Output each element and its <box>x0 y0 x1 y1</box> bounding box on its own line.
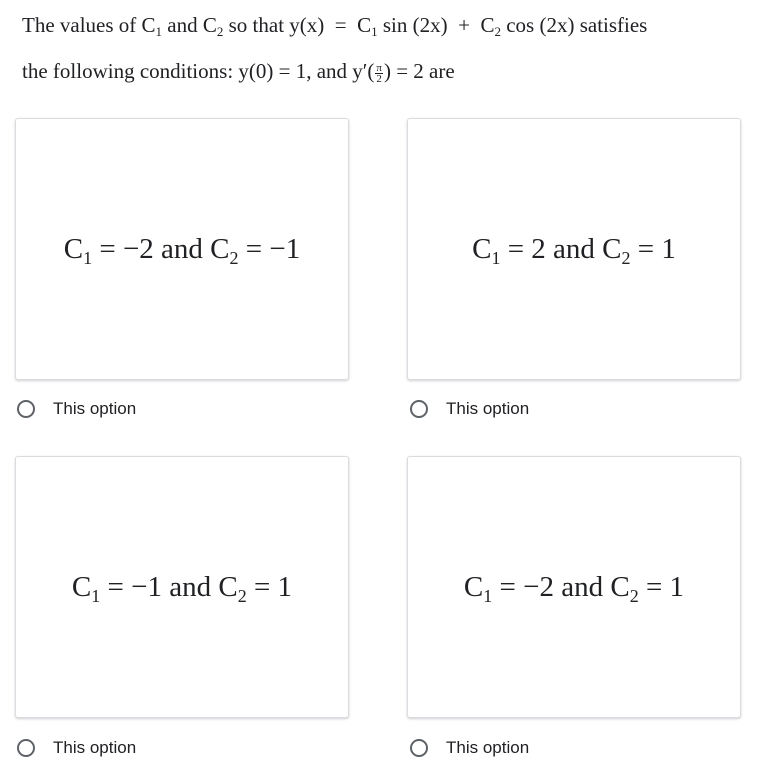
option-1-math: $C_1 = -2$ and $C_2 = -1$ <box>63 232 301 268</box>
option-card-4[interactable] <box>407 456 741 718</box>
option-4-label: This option <box>446 738 530 757</box>
option-card-3[interactable] <box>15 456 349 718</box>
question-line-2: the following conditions: y(0) = 1, and y′( $\frac{\pi}{2}$ ) = 2 are <box>22 59 455 85</box>
option-card-1[interactable] <box>15 118 349 380</box>
option-2-label: This option <box>446 399 530 418</box>
option-1-label: This option <box>53 399 137 418</box>
pi-over-two-fraction: $\frac{\pi}{2}$ <box>376 61 382 85</box>
option-1-radio[interactable] <box>17 400 35 418</box>
option-3-label: This option <box>53 738 137 757</box>
option-4-radio[interactable] <box>410 739 428 757</box>
option-3-math: $C_1 = -1$ and $C_2 = 1$ <box>71 570 293 606</box>
option-card-2[interactable] <box>407 118 741 380</box>
option-3-radio[interactable] <box>17 739 35 757</box>
option-2-math: $C_1 = 2$ and $C_2 = 1$ <box>472 232 676 268</box>
question-line-1: The values of $C_1$ and $C_2$ so that $y(x) = C_1$ $\sin (2x) + C_2$ cos (2x) satisfies <box>22 13 648 39</box>
question-text <box>22 2 752 94</box>
option-4-math: $C_1 = -2$ and $C_2 = 1$ <box>463 570 685 606</box>
option-1-radio-row[interactable] <box>17 399 136 419</box>
option-2-radio-row[interactable] <box>410 399 529 419</box>
option-4-radio-row[interactable] <box>410 738 529 758</box>
option-3-radio-row[interactable] <box>17 738 136 758</box>
option-2-radio[interactable] <box>410 400 428 418</box>
